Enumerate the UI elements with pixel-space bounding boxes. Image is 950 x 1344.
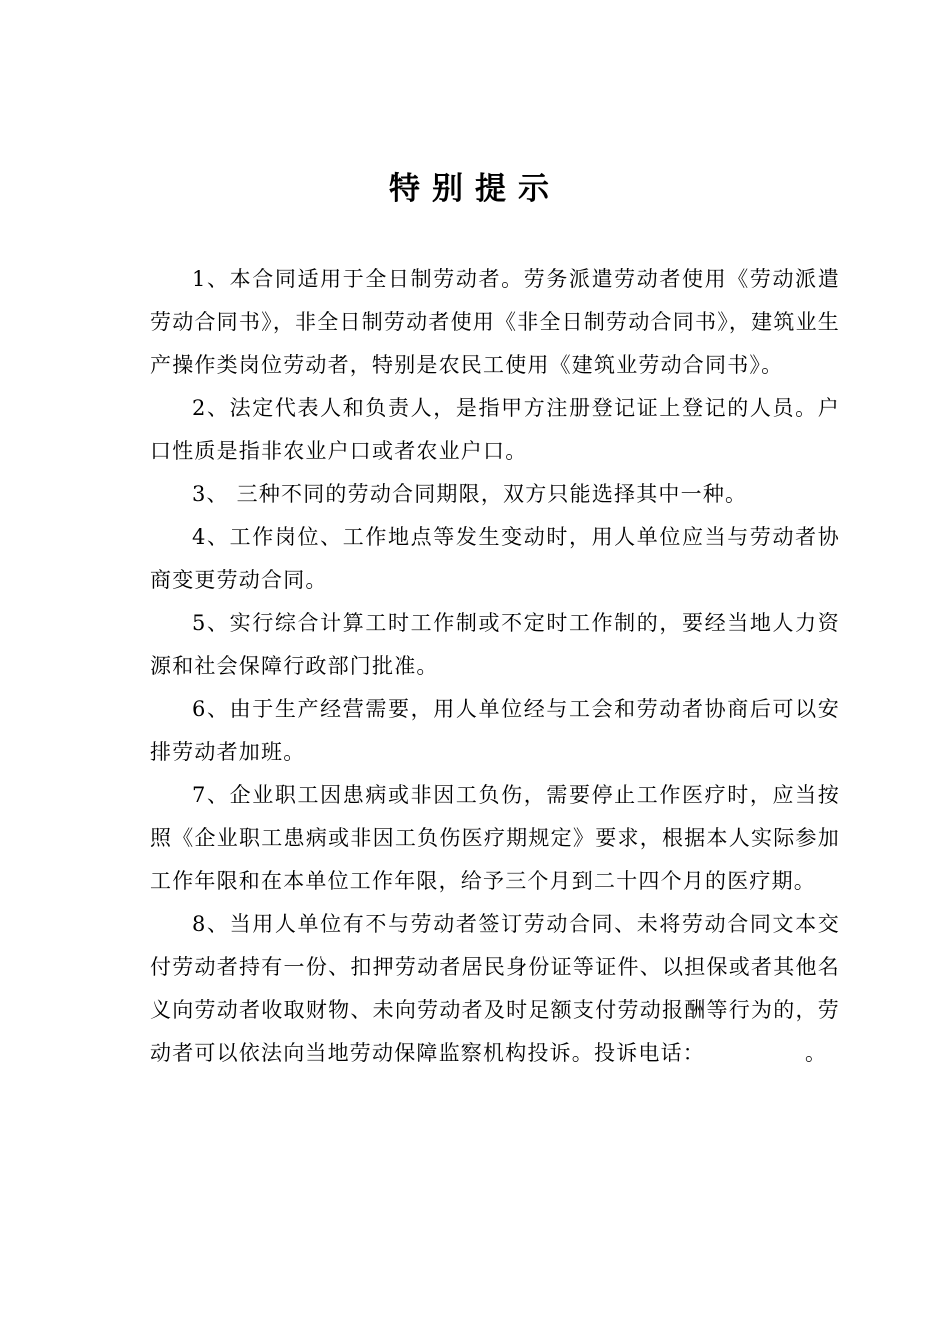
notice-item-1: 1、本合同适用于全日制劳动者。劳务派遣劳动者使用《劳动派遣劳动合同书》，非全日制劳动者使用《非全日制劳动合同书》，建筑业生产操作类岗位劳动者，特别是农民工使用《建筑业劳动合同书》。 bbox=[150, 267, 840, 377]
notice-item-7: 7、企业职工因患病或非因工负伤，需要停止工作医疗时，应当按照《企业职工患病或非因工负伤医疗期规定》要求，根据本人实际参加工作年限和在本单位工作年限，给予三个月到二十四个月的医疗期。 bbox=[150, 783, 840, 893]
notice-item-8-end: 。 bbox=[805, 1041, 828, 1065]
notice-item-5: 5、实行综合计算工时工作制或不定时工作制的，要经当地人力资源和社会保障行政部门批准。 bbox=[150, 611, 840, 678]
notice-item-4: 4、工作岗位、工作地点等发生变动时，用人单位应当与劳动者协商变更劳动合同。 bbox=[150, 525, 840, 592]
notice-item-6: 6、由于生产经营需要，用人单位经与工会和劳动者协商后可以安排劳动者加班。 bbox=[150, 697, 840, 764]
notice-item-8-text: 8、当用人单位有不与劳动者签订劳动合同、未将劳动合同文本交付劳动者持有一份、扣押劳动者居民身份证等证件、以担保或者其他名义向劳动者收取财物、未向劳动者及时足额支付劳动报酬等行为的，劳动者可以依法向当地劳动保障监察机构投诉。投诉电话： bbox=[150, 912, 840, 1065]
page-title: 特别提示 bbox=[389, 171, 561, 207]
notice-item-3: 3、 三种不同的劳动合同期限，双方只能选择其中一种。 bbox=[192, 482, 748, 506]
notice-item-2: 2、法定代表人和负责人，是指甲方注册登记证上登记的人员。户口性质是指非农业户口或者农业户口。 bbox=[150, 396, 840, 463]
notice-item-8 bbox=[150, 903, 840, 1075]
notice-body bbox=[150, 258, 840, 1075]
